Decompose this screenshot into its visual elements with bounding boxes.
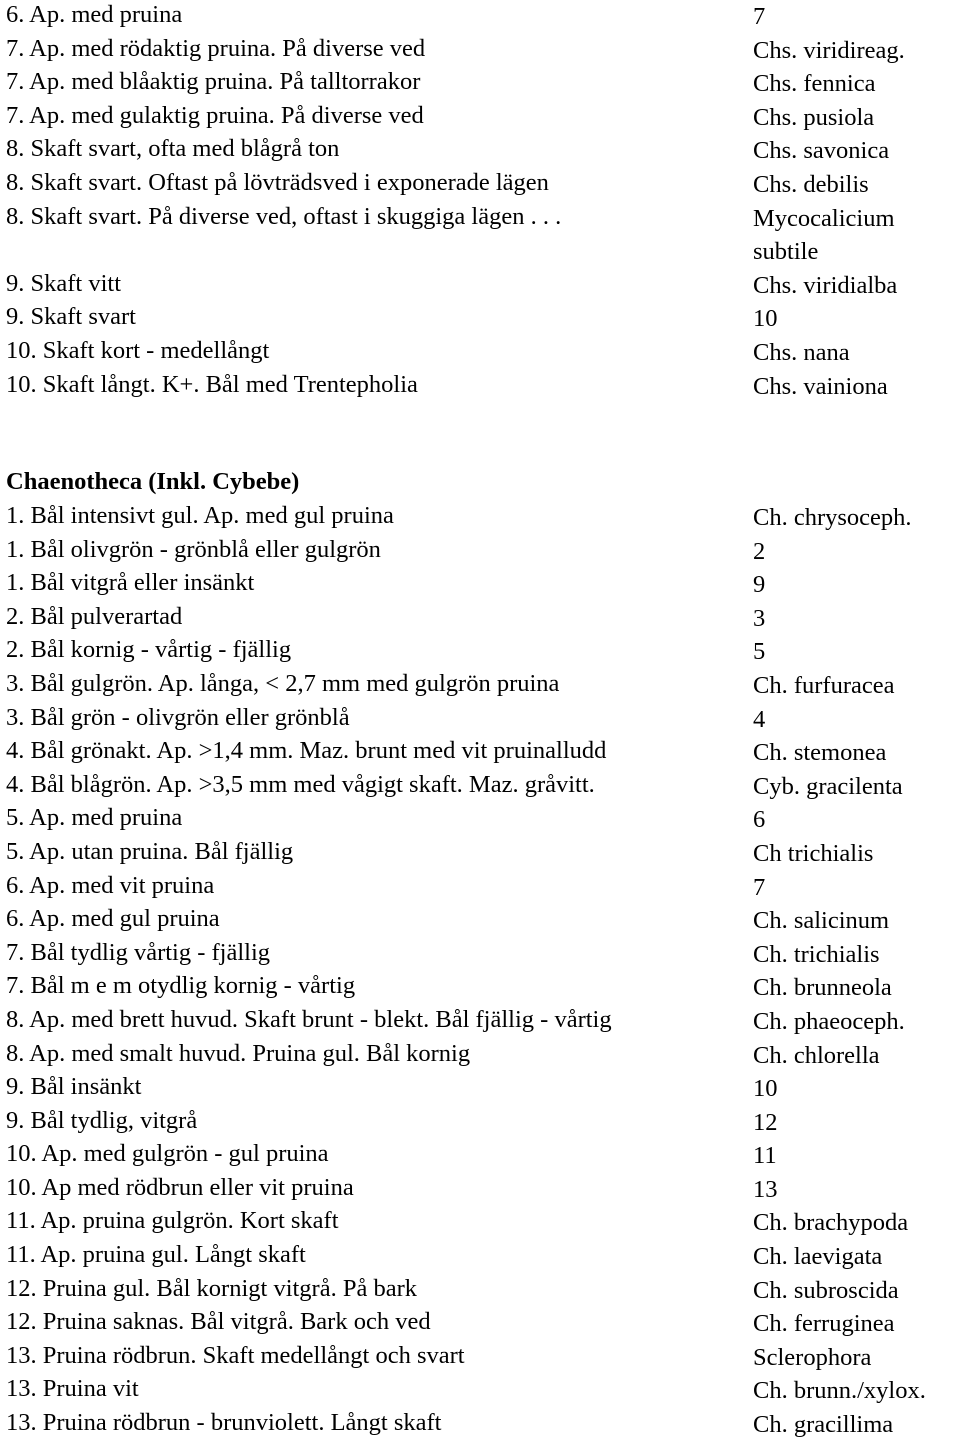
key-row	[6, 67, 960, 101]
key-row	[6, 1206, 960, 1240]
section-heading: Chaenotheca (Inkl. Cybebe)	[6, 468, 300, 495]
key-row	[6, 1039, 960, 1073]
key-result: 11	[753, 1142, 777, 1170]
key-row	[6, 770, 960, 804]
key-result: Ch. trichialis	[753, 940, 880, 968]
key-result: Ch. chrysoceph.	[753, 504, 912, 531]
key-row	[6, 1005, 960, 1039]
key-result: Ch. stemonea	[753, 739, 887, 767]
key-row	[6, 0, 960, 34]
key-row	[6, 1274, 960, 1308]
key-result: Ch. salicinum	[753, 907, 890, 935]
key-row	[6, 803, 960, 837]
key-result: Ch. ferruginea	[753, 1310, 895, 1338]
key-lead: 9. Skaft svart	[6, 303, 136, 331]
key-row	[6, 1240, 960, 1274]
key-result: Cyb. gracilenta	[753, 772, 903, 800]
key-lead: 10. Ap. med gulgrön - gul pruina	[6, 1140, 329, 1168]
key-lead: 12. Pruina saknas. Bål vitgrå. Bark och ved	[6, 1308, 431, 1336]
key-lead: 5. Ap. utan pruina. Bål fjällig	[6, 837, 294, 865]
key-result: 10	[753, 305, 778, 333]
key-row	[6, 336, 960, 370]
key-lead: 9. Bål insänkt	[6, 1073, 142, 1101]
key-lead: 5. Ap. med pruina	[6, 804, 183, 832]
key-row	[6, 1072, 960, 1106]
key-row	[6, 501, 960, 535]
key-result: Chs. nana	[753, 338, 850, 366]
key-lead: 7. Bål m e m otydlig kornig - vårtig	[6, 972, 356, 1000]
key-row	[6, 1307, 960, 1341]
key-lead: 8. Skaft svart, ofta med blågrå ton	[6, 135, 340, 163]
key-result: 10	[753, 1075, 778, 1103]
key-row	[6, 370, 960, 404]
key-lead: 13. Pruina rödbrun. Skaft medellångt och svart	[6, 1341, 465, 1369]
key-result: Ch. chlorella	[753, 1041, 880, 1069]
key-result: 6	[753, 806, 766, 834]
key-row	[6, 635, 960, 669]
key-result: Chs. pusiola	[753, 103, 875, 131]
key-lead: 9. Skaft vitt	[6, 269, 122, 297]
key-row	[6, 1173, 960, 1207]
key-lead: 8. Skaft svart. Oftast på lövträdsved i exponerade lägen	[6, 168, 549, 196]
key-lead: 7. Ap. med gulaktig pruina. På diverse ved	[6, 101, 424, 129]
key-row	[6, 1341, 960, 1375]
key-lead: 1. Bål intensivt gul. Ap. med gul pruina	[6, 502, 394, 529]
key-result: Ch. brachypoda	[753, 1209, 909, 1237]
key-lead: 10. Skaft långt. K+. Bål med Trentepholia	[6, 370, 418, 398]
key-row	[6, 602, 960, 636]
key-row	[6, 904, 960, 938]
key-row	[6, 269, 960, 303]
key-result: 3	[753, 604, 766, 632]
key-lead: 7. Ap. med blåaktig pruina. På talltorrakor	[6, 68, 421, 96]
key-row	[6, 168, 960, 202]
key-lead: 7. Bål tydlig vårtig - fjällig	[6, 938, 271, 966]
key-result: 7	[753, 3, 766, 30]
key-row	[6, 938, 960, 972]
key-row	[6, 535, 960, 569]
key-row	[6, 703, 960, 737]
key-result: Ch. gracillima	[753, 1411, 894, 1439]
key-result: Ch trichialis	[753, 839, 874, 867]
key-result: Chs. savonica	[753, 137, 890, 165]
key-lead: 10. Skaft kort - medellångt	[6, 336, 270, 364]
key-row	[6, 871, 960, 905]
key-result: 7	[753, 873, 766, 901]
key-result: Chs. vainiona	[753, 372, 888, 400]
key-lead: 6. Ap. med gul pruina	[6, 905, 220, 933]
key-result: 12	[753, 1108, 778, 1136]
key-lead: 6. Ap. med vit pruina	[6, 871, 215, 899]
key-section-calicium	[6, 0, 960, 403]
key-lead: 11. Ap. pruina gul. Långt skaft	[6, 1241, 306, 1269]
key-lead: 8. Skaft svart. På diverse ved, oftast i skuggiga lägen . . .	[6, 202, 562, 230]
key-lead: 4. Bål grönakt. Ap. >1,4 mm. Maz. brunt med vit pruinalludd	[6, 737, 607, 765]
key-lead: 1. Bål vitgrå eller insänkt	[6, 569, 255, 597]
key-lead: 8. Ap. med brett huvud. Skaft brunt - blekt. Bål fjällig - vårtig	[6, 1005, 612, 1033]
key-result: Ch. brunneola	[753, 974, 892, 1002]
key-row	[6, 1106, 960, 1140]
key-row	[6, 669, 960, 703]
key-result: Chs. viridialba	[753, 271, 898, 299]
key-lead: 2. Bål kornig - vårtig - fjällig	[6, 636, 292, 664]
key-lead: 3. Bål gulgrön. Ap. långa, < 2,7 mm med gulgrön pruina	[6, 669, 560, 697]
key-result: Ch. brunn./xylox.	[753, 1377, 926, 1405]
key-result: Ch. furfuracea	[753, 671, 895, 699]
key-result: Sclerophora	[753, 1343, 872, 1371]
key-row	[6, 837, 960, 871]
key-lead: 12. Pruina gul. Bål kornigt vitgrå. På bark	[6, 1274, 417, 1302]
key-lead: 1. Bål olivgrön - grönblå eller gulgrön	[6, 535, 381, 563]
key-result: Mycocalicium subtile	[753, 204, 895, 266]
key-row	[6, 134, 960, 168]
key-row	[6, 101, 960, 135]
key-result: 2	[753, 537, 766, 565]
key-result: Ch. phaeoceph.	[753, 1007, 905, 1035]
key-result: 13	[753, 1175, 778, 1203]
key-row	[6, 971, 960, 1005]
key-lead: 13. Pruina vit	[6, 1375, 139, 1403]
key-section-chaenotheca	[6, 501, 960, 1442]
key-result: 5	[753, 638, 766, 666]
key-row	[6, 302, 960, 336]
key-lead: 3. Bål grön - olivgrön eller grönblå	[6, 703, 350, 731]
key-lead: 11. Ap. pruina gulgrön. Kort skaft	[6, 1207, 339, 1235]
key-lead: 4. Bål blågrön. Ap. >3,5 mm med vågigt skaft. Maz. gråvitt.	[6, 770, 595, 798]
key-result: Ch. subroscida	[753, 1276, 899, 1304]
key-row	[6, 202, 960, 269]
key-lead: 7. Ap. med rödaktig pruina. På diverse ved	[6, 34, 426, 62]
key-lead: 8. Ap. med smalt huvud. Pruina gul. Bål kornig	[6, 1039, 471, 1067]
key-result: Chs. fennica	[753, 70, 876, 98]
key-row	[6, 568, 960, 602]
key-lead: 13. Pruina rödbrun - brunviolett. Långt skaft	[6, 1409, 442, 1437]
key-result: 4	[753, 705, 766, 733]
key-lead: 10. Ap med rödbrun eller vit pruina	[6, 1173, 354, 1201]
key-row	[6, 736, 960, 770]
key-row	[6, 1139, 960, 1173]
key-result: Chs. viridireag.	[753, 36, 905, 64]
key-result: Chs. debilis	[753, 170, 869, 198]
key-row	[6, 1374, 960, 1408]
key-result: 9	[753, 571, 766, 599]
key-row	[6, 1408, 960, 1442]
key-lead: 9. Bål tydlig, vitgrå	[6, 1106, 198, 1134]
key-row	[6, 34, 960, 68]
key-lead: 2. Bål pulverartad	[6, 602, 183, 630]
key-lead: 6. Ap. med pruina	[6, 1, 183, 28]
key-result: Ch. laevigata	[753, 1243, 883, 1271]
